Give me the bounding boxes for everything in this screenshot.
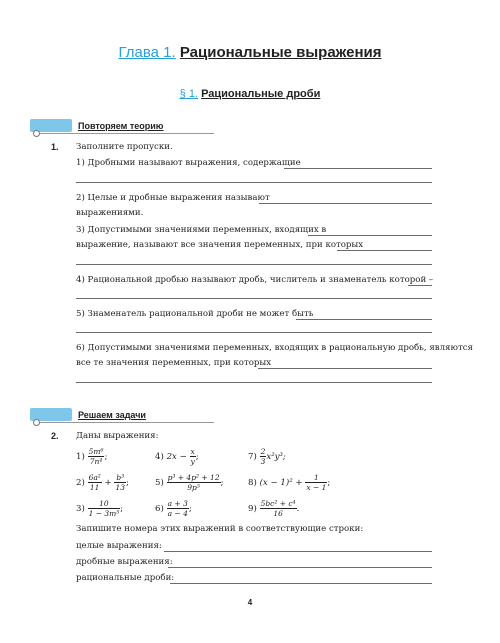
fraction bbox=[114, 473, 126, 492]
answer-line[interactable] bbox=[408, 285, 432, 286]
task-number: 1. bbox=[51, 142, 59, 152]
paragraph-number: § 1. bbox=[179, 88, 199, 100]
fraction bbox=[167, 499, 189, 518]
paragraph-title: Рациональные дроби bbox=[201, 88, 321, 100]
denominator: 16 bbox=[273, 509, 283, 518]
answer-line[interactable] bbox=[76, 264, 432, 265]
expr-tail: ; bbox=[327, 478, 331, 488]
section-label-theory: Повторяем теорию bbox=[78, 121, 164, 131]
item-text: 3) Допустимыми значениями переменных, входящих в bbox=[76, 225, 327, 235]
answer-line[interactable] bbox=[164, 551, 432, 552]
item-text: 2) Целые и дробные выражения называют bbox=[76, 193, 270, 203]
denominator: a − 4 bbox=[167, 509, 188, 518]
expression-4 bbox=[155, 447, 199, 466]
fraction bbox=[88, 473, 102, 492]
denominator: x − 1 bbox=[306, 483, 327, 492]
expr-number: 5) bbox=[155, 478, 164, 488]
fraction bbox=[260, 499, 297, 518]
instruction-text: Запишите номера этих выражений в соответствующие строки: bbox=[76, 524, 364, 534]
plus-sign: + bbox=[104, 478, 112, 488]
task-prompt: Даны выражения: bbox=[76, 431, 159, 441]
numerator: 2 bbox=[260, 447, 266, 456]
answer-line[interactable] bbox=[76, 298, 432, 299]
item-text: выражениями. bbox=[76, 208, 144, 218]
item-text: 6) Допустимыми значениями переменных, входящих в рациональную дробь, являются bbox=[76, 343, 473, 353]
expr-prefix: 2x − bbox=[166, 452, 187, 462]
expr-number: 6) bbox=[155, 504, 164, 514]
item-text: 5) Знаменатель рациональной дроби не может быть bbox=[76, 309, 314, 319]
task-number: 2. bbox=[51, 431, 59, 441]
numerator: 10 bbox=[88, 499, 121, 509]
answer-line[interactable] bbox=[170, 583, 432, 584]
expr-tail: ; bbox=[104, 452, 108, 462]
page-number: 4 bbox=[247, 598, 253, 607]
expression-7 bbox=[248, 447, 286, 466]
chapter-number: Глава 1. bbox=[118, 44, 176, 61]
expr-number: 7) bbox=[248, 452, 257, 462]
expr-number: 2) bbox=[76, 478, 85, 488]
expr-tail: ; bbox=[126, 478, 129, 488]
numerator: p³ + 4p² + 12 bbox=[167, 473, 220, 482]
expr-tail: ; bbox=[195, 452, 199, 462]
denominator: 3 bbox=[260, 457, 266, 466]
section-underline bbox=[34, 422, 214, 423]
expression-2 bbox=[76, 473, 129, 492]
answer-line[interactable] bbox=[76, 332, 432, 333]
circle-marker-icon bbox=[33, 130, 40, 137]
expr-suffix: x²y³; bbox=[266, 452, 286, 462]
denominator: y bbox=[190, 457, 195, 466]
fraction bbox=[167, 473, 221, 492]
numerator: x bbox=[190, 447, 195, 456]
expr-number: 9) bbox=[248, 504, 257, 514]
numerator: 1 bbox=[305, 473, 327, 483]
expr-number: 1) bbox=[76, 452, 85, 462]
expr-number: 4) bbox=[155, 452, 164, 462]
task-prompt: Заполните пропуски. bbox=[76, 142, 173, 152]
expr-tail: ; bbox=[220, 478, 224, 488]
expression-1 bbox=[76, 447, 107, 466]
fraction bbox=[305, 473, 327, 492]
fraction bbox=[88, 499, 124, 518]
numerator: 5bc² + c⁴ bbox=[260, 499, 296, 508]
expr-tail: ; bbox=[120, 504, 124, 514]
answer-line[interactable] bbox=[296, 319, 432, 320]
section-label-problems: Решаем задачи bbox=[78, 410, 146, 420]
expr-number: 3) bbox=[76, 504, 85, 514]
numerator: 5m⁶ bbox=[88, 447, 104, 456]
expr-prefix: (x − 1)² + bbox=[259, 478, 303, 488]
answer-line[interactable] bbox=[168, 567, 432, 568]
fraction bbox=[88, 447, 108, 466]
denominator: 11 bbox=[89, 483, 100, 492]
expression-8 bbox=[248, 473, 330, 492]
denominator: 1 − 3m⁵ bbox=[88, 509, 120, 518]
expr-number: 8) bbox=[248, 478, 257, 488]
numerator: a + 3 bbox=[167, 499, 188, 508]
expression-9 bbox=[248, 499, 299, 518]
expr-tail: . bbox=[296, 504, 300, 514]
circle-marker-icon bbox=[33, 419, 40, 426]
item-text: 4) Рациональной дробью называют дробь, числитель и знаменатель которой – bbox=[76, 275, 434, 285]
answer-line[interactable] bbox=[76, 182, 432, 183]
chapter-title: Рациональные выражения bbox=[179, 44, 382, 61]
answer-line[interactable] bbox=[259, 203, 432, 204]
row-label-fractional: дробные выражения: bbox=[76, 557, 173, 567]
item-text: все те значения переменных, при которых bbox=[76, 358, 272, 368]
numerator: 6a² bbox=[88, 473, 101, 482]
denominator: 7n⁴ bbox=[89, 457, 103, 466]
chapter-heading bbox=[0, 44, 500, 61]
answer-line[interactable] bbox=[308, 235, 432, 236]
item-text: выражение, называют все значения переменных, при которых bbox=[76, 240, 364, 250]
section-underline bbox=[34, 133, 214, 134]
expr-tail: ; bbox=[188, 504, 192, 514]
expression-5 bbox=[155, 473, 224, 492]
row-label-rational: рациональные дроби: bbox=[76, 573, 175, 583]
denominator: 9p⁵ bbox=[187, 483, 200, 492]
row-label-integer: целые выражения: bbox=[76, 541, 162, 551]
answer-line[interactable] bbox=[337, 250, 432, 251]
paragraph-heading bbox=[0, 88, 500, 100]
item-text: 1) Дробными называют выражения, содержащие bbox=[76, 158, 301, 168]
expression-3 bbox=[76, 499, 123, 518]
denominator: 13 bbox=[115, 483, 126, 492]
numerator: b³ bbox=[116, 473, 125, 482]
answer-line[interactable] bbox=[284, 168, 432, 169]
expression-6 bbox=[155, 499, 192, 518]
answer-line[interactable] bbox=[76, 382, 432, 383]
answer-line[interactable] bbox=[258, 368, 432, 369]
